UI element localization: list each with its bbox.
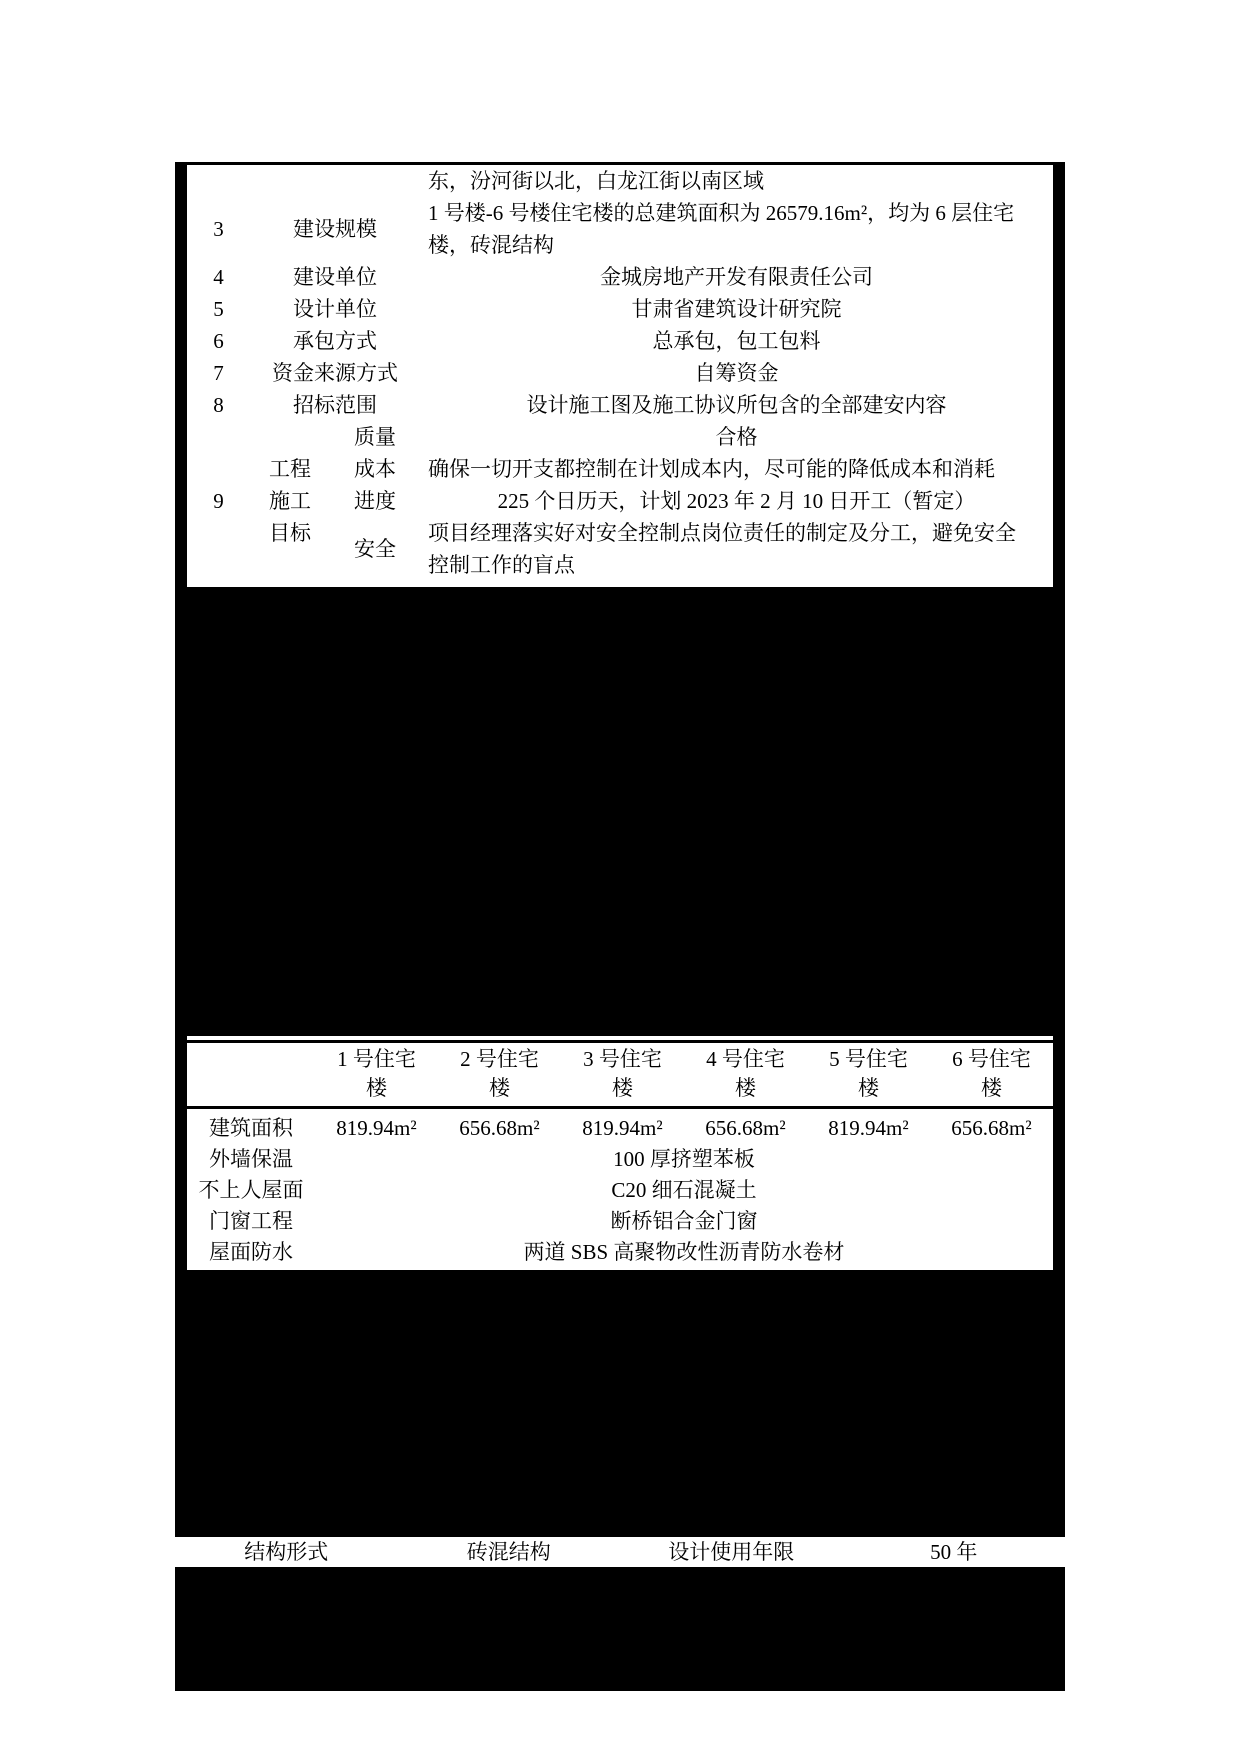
row-label	[250, 421, 330, 581]
spec-value: 819.94m²	[828, 1116, 909, 1140]
table-row-9	[187, 421, 1053, 581]
spec-value: 断桥铝合金门窗	[610, 1209, 758, 1233]
header-building-4: 4 号住宅楼	[706, 1047, 785, 1100]
row-label-text: 工程施工目标	[269, 457, 311, 545]
row-number: 7	[213, 361, 224, 385]
spec-value: 656.68m²	[705, 1116, 786, 1140]
sub-value: 合格	[715, 425, 758, 449]
subrow-safety	[330, 517, 1053, 581]
subrow-cost	[330, 453, 1053, 485]
design-life-label: 设计使用年限	[668, 1540, 795, 1564]
table-row-8	[187, 389, 1053, 421]
structure-form-label: 结构形式	[244, 1540, 329, 1564]
row-label: 资金来源方式	[272, 361, 398, 385]
header-spacer	[187, 1045, 315, 1103]
header-building-5: 5 号住宅楼	[829, 1047, 908, 1100]
row-number: 3	[213, 217, 224, 241]
subrow-schedule	[330, 485, 1053, 517]
spec-row-area	[187, 1113, 1053, 1144]
table2-header-row	[187, 1043, 1053, 1106]
row-number: 9	[213, 489, 224, 513]
row-number: 6	[213, 329, 224, 353]
spec-label: 不上人屋面	[198, 1178, 304, 1202]
structure-form-value: 砖混结构	[466, 1540, 551, 1564]
header-building-3: 3 号住宅楼	[583, 1047, 662, 1100]
row-number: 4	[213, 265, 224, 289]
row-label: 设计单位	[293, 297, 377, 321]
spec-value: 100 厚挤塑苯板	[613, 1147, 755, 1171]
spec-row-windows	[187, 1206, 1053, 1237]
table-row-7	[187, 357, 1053, 389]
spec-value: 656.68m²	[951, 1116, 1032, 1140]
table-row-3	[187, 197, 1053, 261]
redaction-block-middle	[175, 587, 1065, 1036]
row-label: 建设规模	[293, 217, 377, 241]
row-value: 甘肃省建筑设计研究院	[631, 297, 842, 321]
redaction-block-bottom	[175, 1567, 1065, 1691]
row-value: 东，汾河街以北，白龙江街以南区域	[428, 169, 764, 193]
row-value: 金城房地产开发有限责任公司	[600, 265, 873, 289]
table2-body	[187, 1109, 1053, 1268]
spec-label: 建筑面积	[209, 1116, 293, 1140]
structure-info-row	[175, 1537, 1065, 1567]
spec-label: 门窗工程	[209, 1209, 293, 1233]
spec-label: 外墙保温	[209, 1147, 293, 1171]
spec-value: 两道 SBS 高聚物改性沥青防水卷材	[523, 1240, 845, 1264]
row-label: 招标范围	[293, 393, 377, 417]
row-label	[250, 165, 420, 197]
table-row-6	[187, 325, 1053, 357]
row-number: 8	[213, 393, 224, 417]
spec-value: 656.68m²	[459, 1116, 540, 1140]
header-building-6: 6 号住宅楼	[952, 1047, 1031, 1100]
row-label: 承包方式	[293, 329, 377, 353]
redaction-block-lower	[175, 1270, 1065, 1537]
design-life-value: 50 年	[930, 1540, 978, 1564]
table-row-4	[187, 261, 1053, 293]
row-number	[187, 165, 250, 197]
spec-row-waterproof	[187, 1237, 1053, 1268]
spec-value: C20 细石混凝土	[611, 1178, 757, 1202]
sub-value: 项目经理落实好对安全控制点岗位责任的制定及分工，避免安全控制工作的盲点	[428, 521, 1016, 577]
sub-label: 质量	[354, 425, 396, 449]
subrow-quality	[330, 421, 1053, 453]
row-value: 自筹资金	[694, 361, 779, 385]
sub-label: 安全	[354, 537, 396, 561]
buildings-spec-table	[187, 1038, 1053, 1268]
row-number: 5	[213, 297, 224, 321]
row-value: 设计施工图及施工协议所包含的全部建安内容	[526, 393, 947, 417]
sub-label: 进度	[354, 489, 396, 513]
row-label: 建设单位	[293, 265, 377, 289]
table-row-5	[187, 293, 1053, 325]
header-building-1: 1 号住宅楼	[337, 1047, 416, 1100]
table-row-partial	[187, 165, 1053, 197]
spec-value: 819.94m²	[582, 1116, 663, 1140]
sub-value: 225 个日历天，计划 2023 年 2 月 10 日开工（暂定）	[497, 489, 976, 513]
sub-value: 确保一切开支都控制在计划成本内，尽可能的降低成本和消耗	[428, 457, 995, 481]
spec-label: 屋面防水	[209, 1240, 293, 1264]
spec-row-roof	[187, 1175, 1053, 1206]
sub-label: 成本	[354, 457, 396, 481]
row-value: 总承包，包工包料	[652, 329, 821, 353]
header-building-2: 2 号住宅楼	[460, 1047, 539, 1100]
goal-subrows	[330, 421, 1053, 581]
project-overview-table	[187, 165, 1053, 581]
spec-value: 819.94m²	[336, 1116, 417, 1140]
spec-row-insulation	[187, 1144, 1053, 1175]
row-value: 1 号楼-6 号楼住宅楼的总建筑面积为 26579.16m²，均为 6 层住宅楼，砖混结构	[428, 201, 1015, 257]
